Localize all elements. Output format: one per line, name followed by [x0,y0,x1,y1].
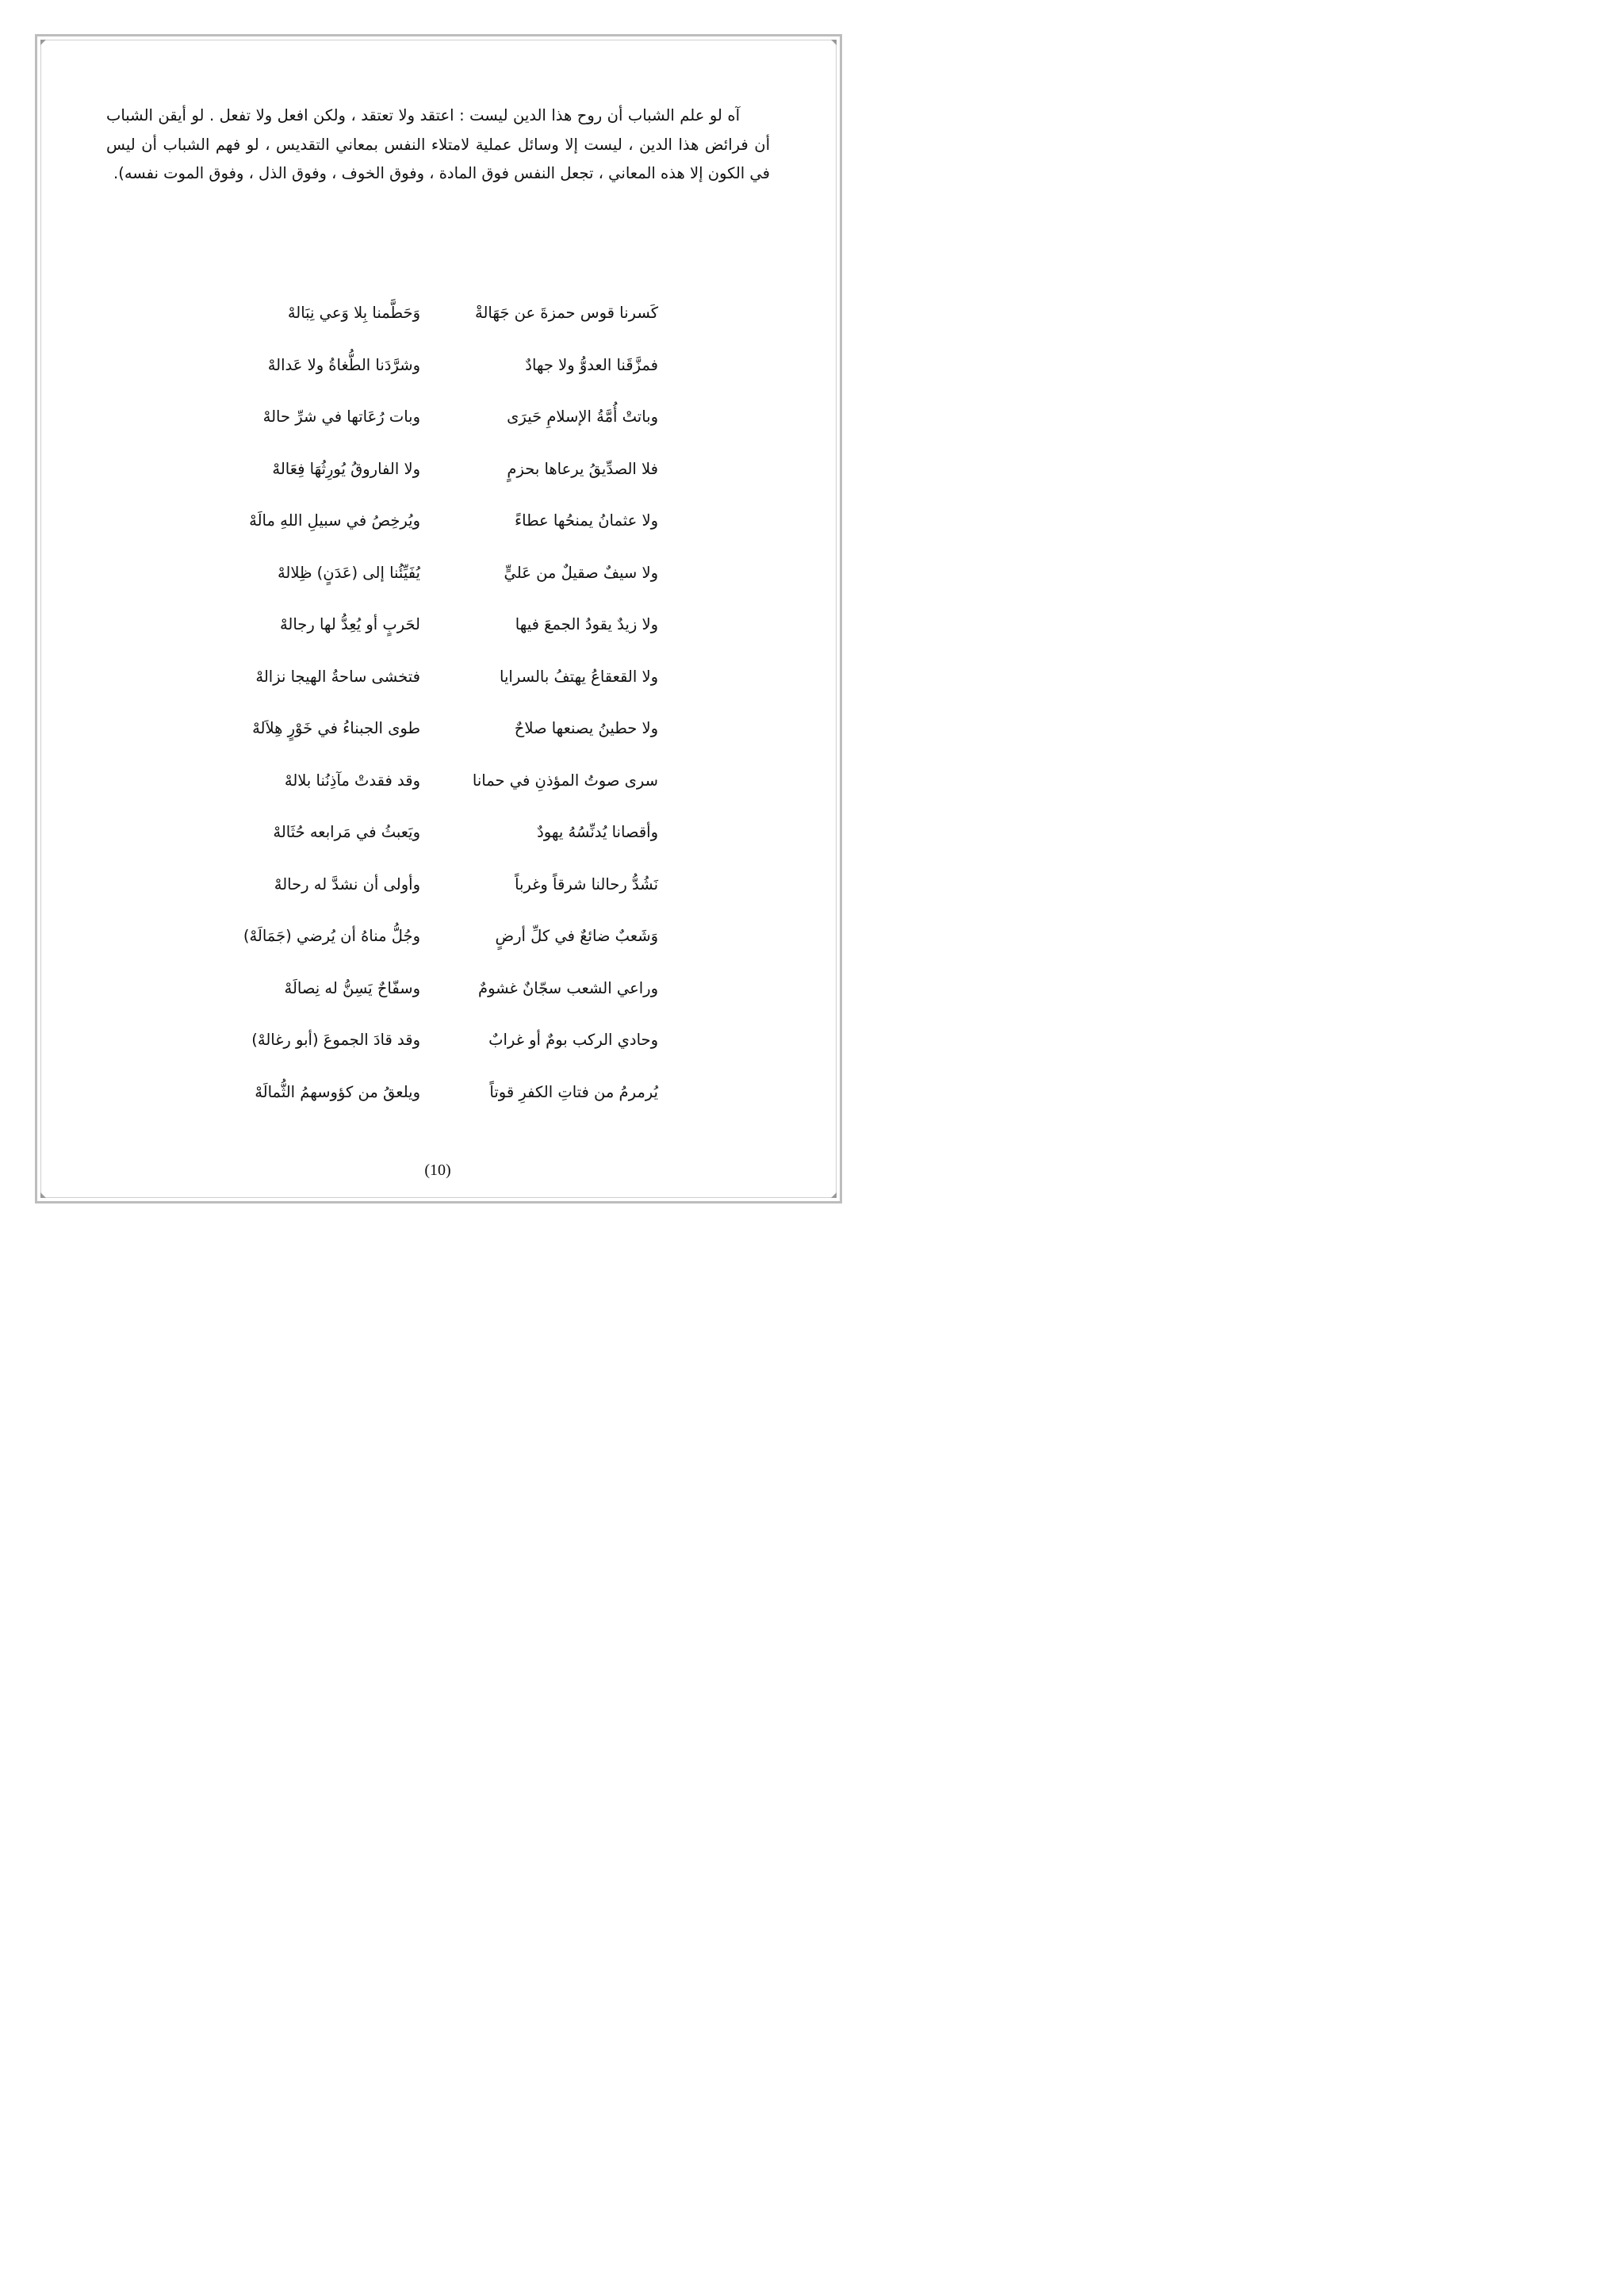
verse-second-hemistich: وشرَّدَنا الطُّغاةُ ولا عَدالهْ [267,355,420,374]
verse-first-hemistich: وباتتْ أُمَّةُ الإسلامِ حَيرَى [507,408,658,426]
verse-first-hemistich: سرى صوتُ المؤذنِ في حمانا [472,771,658,790]
corner-ornament [40,1192,46,1198]
verse-first-hemistich: يُرمرمُ من فتاتِ الكفرِ قوتاً [489,1082,658,1101]
verse-second-hemistich: وجُلُّ مناهُ أن يُرضي (جَمَالَهْ) [243,927,420,945]
poem-verse [214,927,658,979]
poem-verse [214,564,658,616]
verse-second-hemistich: طوى الجبناءُ في خَوْرٍ هِلاَلهْ [252,719,420,737]
poem-verse [214,1031,658,1083]
poem-verse [214,408,658,460]
verse-second-hemistich: وقد قادَ الجموعَ (أبو رغالهْ) [251,1031,420,1049]
intro-paragraph: آه لو علم الشباب أن روح هذا الدين ليست : اعتقد ولا تعتقد ، ولكن افعل ولا تفعل . لو أيقن الشباب أن فرائض هذا الدين ، ليست إلا وسائل عملية لامتلاء النفس بمعاني التقديس ، لو فهم الشباب أن ليس في الكون إلا هذه المعاني ، تجعل النفس فوق المادة ، وفوق الخوف ، وفوق الذل ، وفوق الموت نفسه). [106,106,770,182]
corner-ornament [40,40,46,45]
corner-ornament [831,40,837,45]
verse-second-hemistich: لحَربٍ أو يُعِدُّ لها رجالهْ [279,615,420,633]
verse-second-hemistich: ويُرخِصُ في سبيلِ اللهِ مالَهْ [249,511,420,530]
poem [214,304,658,1135]
verse-second-hemistich: ولا الفاروقُ يُورِثُهَا فِعَالهْ [272,459,420,478]
poem-verse [214,356,658,408]
verse-second-hemistich: ويَعبثُ في مَرابعه حُثَالهْ [273,823,420,841]
poem-verse [214,823,658,875]
verse-first-hemistich: ولا زيدٌ يقودُ الجمعَ فيها [515,615,658,633]
verse-first-hemistich: كَسرنا قوس حمزةَ عن جَهَالةْ [475,304,658,322]
verse-first-hemistich: ولا سيفٌ صقيلٌ من عَليٍّ [504,563,658,582]
poem-verse [214,1083,658,1135]
verse-first-hemistich: نَشُدُّ رحالنا شرقاً وغرباً [515,874,658,894]
verse-first-hemistich: وأقصانا يُدنِّسُهُ يهودٌ [537,823,658,841]
poem-verse [214,875,658,928]
verse-first-hemistich: فلا الصدِّيقُ يرعاها بحزمٍ [507,459,658,478]
poem-verse [214,979,658,1031]
poem-verse [214,719,658,771]
verse-second-hemistich: يُفَيِّئُنا إلى (عَدَنٍ) ظِلالهْ [277,563,420,582]
verse-second-hemistich: ويلعقُ من كؤوسهمُ الثُّمالَهْ [255,1082,420,1101]
verse-first-hemistich: ولا عثمانُ يمنحُها عطاءً [514,511,658,530]
verse-first-hemistich: وراعي الشعب سجّانٌ غشومٌ [478,978,658,997]
verse-second-hemistich: وَحَطَّمنا بِلا وَعي نِبَالهْ [287,304,420,322]
verse-second-hemistich: وسفّاحٌ يَسِنُّ له نِصالَهْ [284,978,420,997]
verse-second-hemistich: فتخشى ساحةُ الهيجا نزالهْ [255,667,420,686]
verse-second-hemistich: وبات رُعَاتها في شرِّ حالهْ [262,408,420,426]
page-number: (10) [424,1161,451,1179]
poem-verse [214,304,658,356]
verse-second-hemistich: وأولى أن نشدَّ له رحالهْ [274,874,420,894]
poem-verse [214,668,658,720]
verse-first-hemistich: ولا حطينُ يصنعها صلاحٌ [514,719,658,737]
poem-verse [214,460,658,512]
poem-verse [214,615,658,668]
verse-first-hemistich: ولا القعقاعُ يهتفُ بالسرايا [500,667,658,686]
poem-verse [214,511,658,564]
verse-first-hemistich: وَشَعبٌ ضائعٌ في كلِّ أرضٍ [495,927,658,945]
verse-second-hemistich: وقد فقدتْ مآذِنُنا بلالهْ [284,771,420,790]
poem-verse [214,771,658,824]
verse-first-hemistich: فمزَّقَنا العدوُّ ولا جهادٌ [525,355,658,374]
corner-ornament [831,1192,837,1198]
verse-first-hemistich: وحادي الركب بومٌ أو غرابٌ [488,1031,658,1049]
